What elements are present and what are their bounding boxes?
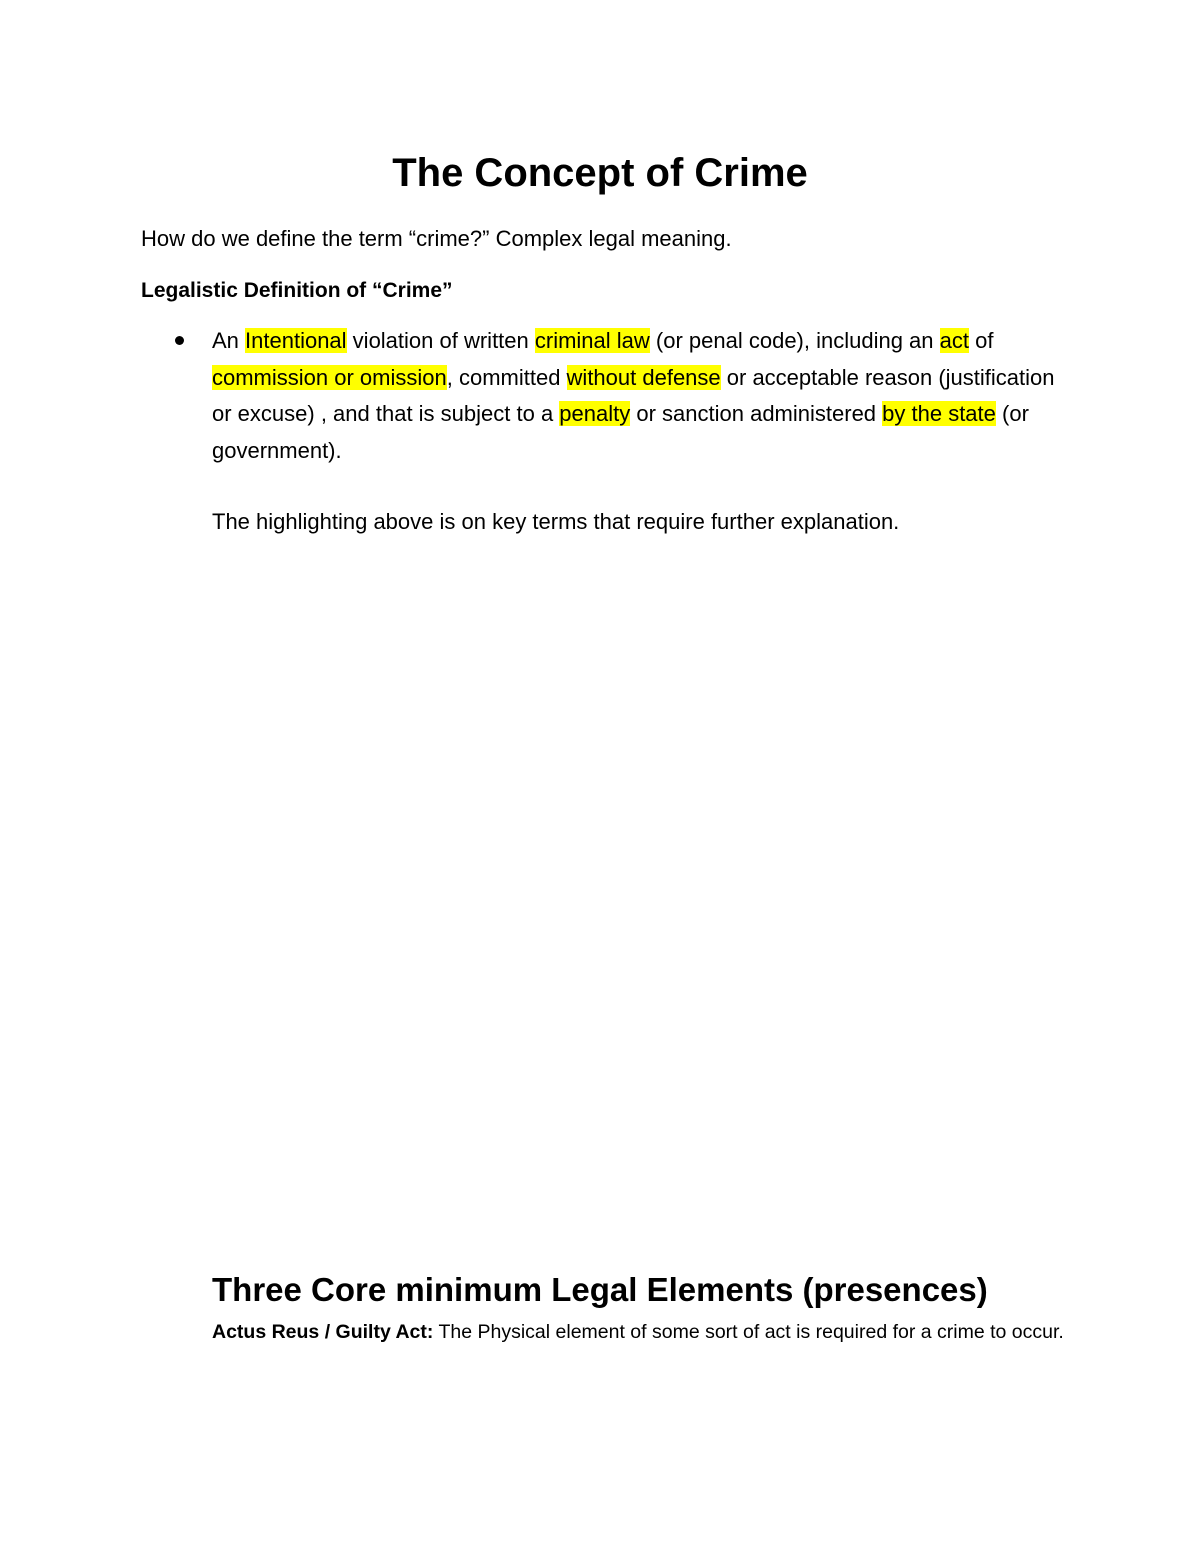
highlighted-term: commission or omission bbox=[212, 364, 447, 390]
bullet-text-segment: of bbox=[969, 328, 994, 353]
highlighted-term: criminal law bbox=[534, 328, 650, 353]
bullet-text-segment: An bbox=[212, 328, 246, 353]
bullet-text-segment: (or penal code), including an bbox=[649, 328, 940, 353]
bullet-text-segment: or sanction administered bbox=[630, 401, 883, 426]
document-title: The Concept of Crime bbox=[392, 151, 808, 195]
highlighted-term: penalty bbox=[559, 401, 631, 426]
highlighted-term: by the state bbox=[882, 401, 996, 426]
highlighted-term: without defense bbox=[566, 364, 721, 390]
definition-subheading: Legalistic Definition of “Crime” bbox=[141, 279, 453, 302]
actus-reus-paragraph bbox=[212, 1318, 1072, 1347]
section-heading: Three Core minimum Legal Elements (presences) bbox=[212, 1271, 988, 1308]
bullet-text-segment: (or government). bbox=[212, 401, 1029, 463]
bullet-icon bbox=[175, 336, 184, 345]
bullet-text-segment: violation of written bbox=[346, 328, 535, 353]
bullet-text-segment: , committed bbox=[446, 364, 567, 390]
actus-reus-label: Actus Reus / Guilty Act: bbox=[212, 1321, 434, 1343]
intro-paragraph: How do we define the term “crime?” Complex legal meaning. bbox=[141, 226, 732, 251]
highlighted-term: act bbox=[939, 328, 970, 353]
definition-bullet-text bbox=[212, 323, 1072, 469]
actus-reus-text: The Physical element of some sort of act is required for a crime to occur. bbox=[433, 1321, 1064, 1343]
bullet-text-segment: or acceptable reason (justification or excuse) , and that is subject to a bbox=[212, 364, 1055, 426]
highlighted-term: Intentional bbox=[245, 328, 347, 353]
highlight-note: The highlighting above is on key terms that require further explanation. bbox=[212, 509, 900, 534]
